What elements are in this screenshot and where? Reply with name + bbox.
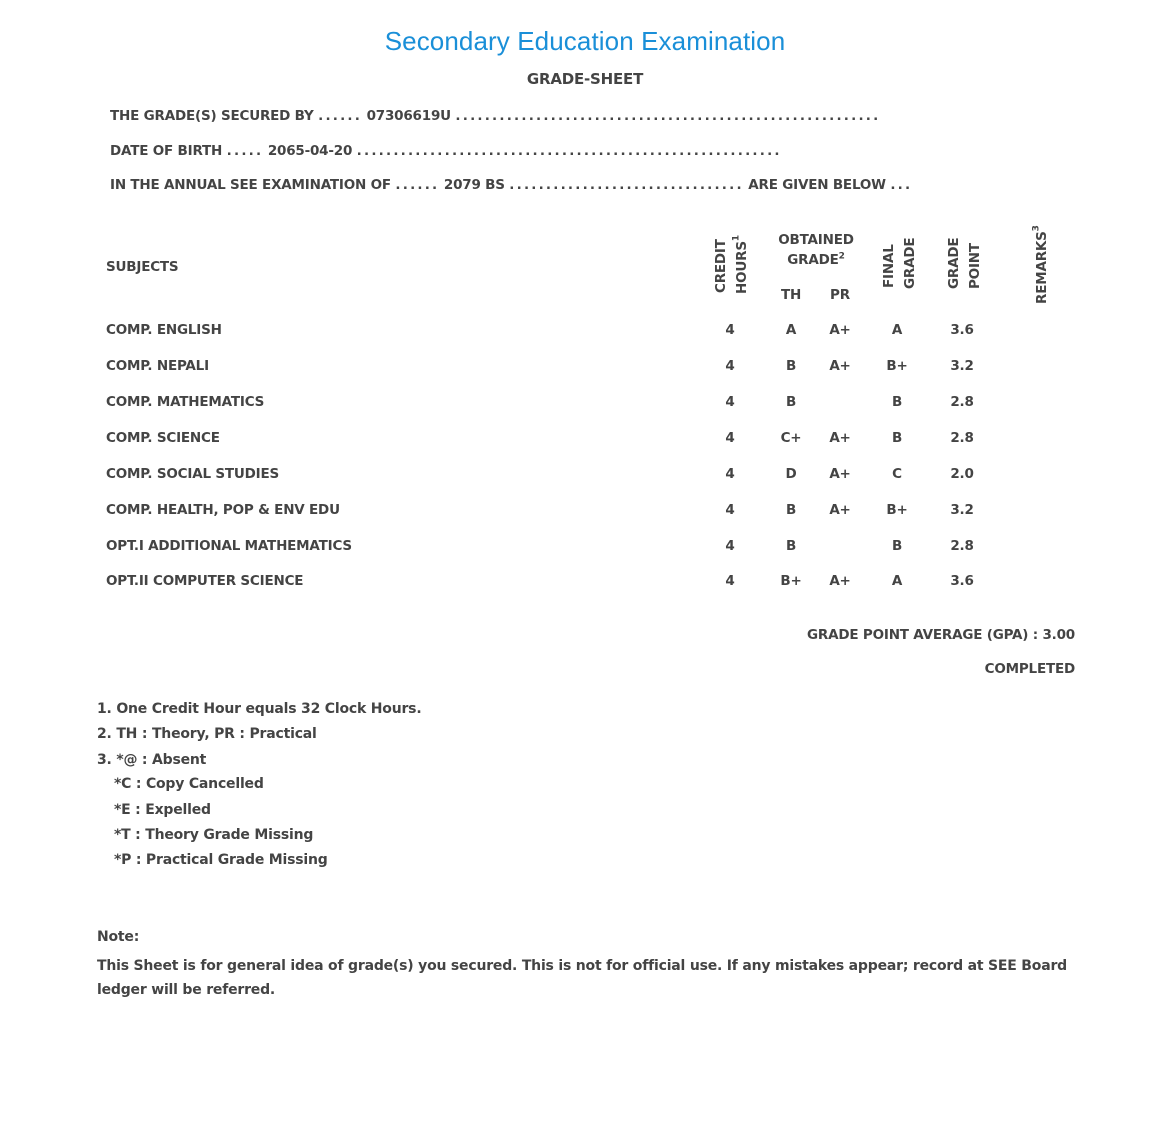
note-label: Note: <box>97 929 140 945</box>
page-title: Secondary Education Examination <box>384 26 786 56</box>
header-obtained-line2: GRADE <box>787 252 839 268</box>
practical-grade: A+ <box>829 466 851 482</box>
header-th: TH <box>780 287 802 303</box>
subject-name: OPT.I ADDITIONAL MATHEMATICS <box>106 538 352 554</box>
credit-hours: 4 <box>725 502 735 518</box>
table-row <box>0 394 1170 414</box>
header-credit-line1: CREDIT <box>713 239 729 293</box>
table-row <box>0 466 1170 486</box>
table-row <box>0 573 1170 593</box>
dots: ...... <box>318 108 363 124</box>
subject-name: COMP. HEALTH, POP & ENV EDU <box>106 502 340 518</box>
dots: ................................ <box>509 177 744 193</box>
credit-hours: 4 <box>725 466 735 482</box>
table-row <box>0 538 1170 558</box>
credit-hours: 4 <box>725 538 735 554</box>
credit-hours: 4 <box>725 573 735 589</box>
table-row <box>0 358 1170 378</box>
credit-hours: 4 <box>725 358 735 374</box>
practical-grade: A+ <box>829 573 851 589</box>
header-gp-line1: GRADE <box>946 237 962 289</box>
grade-point: 2.8 <box>950 538 974 554</box>
grade-point: 3.2 <box>950 358 974 374</box>
header-final-line1: FINAL <box>881 244 897 288</box>
header-obtained-grade <box>770 230 862 270</box>
final-grade: B+ <box>886 358 908 374</box>
dots: .......................................................... <box>356 143 782 159</box>
practical-grade: A+ <box>829 358 851 374</box>
header-grade-point <box>944 237 986 289</box>
theory-grade: C+ <box>780 430 802 446</box>
header-credit-hours <box>711 235 753 294</box>
subject-name: OPT.II COMPUTER SCIENCE <box>106 573 304 589</box>
theory-grade: B <box>785 394 797 410</box>
symbol-number: 07306619U <box>366 108 451 124</box>
theory-grade: B <box>785 538 797 554</box>
dots: ..... <box>226 143 264 159</box>
header-credit-line2: HOURS <box>734 241 750 294</box>
header-gp-line2: POINT <box>967 243 983 289</box>
footnote-item: 2. TH : Theory, PR : Practical <box>97 726 317 742</box>
grade-point: 3.6 <box>950 573 974 589</box>
practical-grade: A+ <box>829 430 851 446</box>
grade-point: 2.8 <box>950 430 974 446</box>
final-grade: A <box>891 322 903 338</box>
result-status: COMPLETED <box>984 661 1075 677</box>
grade-point: 3.6 <box>950 322 974 338</box>
subject-name: COMP. MATHEMATICS <box>106 394 265 410</box>
final-grade: A <box>891 573 903 589</box>
dob-line <box>110 143 782 159</box>
header-pr: PR <box>830 287 850 303</box>
footnote-item: *T : Theory Grade Missing <box>114 827 314 843</box>
credit-hours: 4 <box>725 322 735 338</box>
final-grade: B <box>891 538 903 554</box>
table-row <box>0 430 1170 450</box>
footnote-ref: 3 <box>1031 225 1042 232</box>
dots: ...... <box>395 177 440 193</box>
grade-point: 2.8 <box>950 394 974 410</box>
footnote-item: *P : Practical Grade Missing <box>114 852 328 868</box>
grade-sheet-heading: GRADE-SHEET <box>526 70 644 88</box>
credit-hours: 4 <box>725 430 735 446</box>
header-obtained-line1: OBTAINED <box>778 232 854 248</box>
subject-name: COMP. ENGLISH <box>106 322 222 338</box>
footnote-item: *E : Expelled <box>114 802 211 818</box>
header-remarks <box>1031 225 1053 304</box>
subject-name: COMP. SCIENCE <box>106 430 220 446</box>
grade-point: 3.2 <box>950 502 974 518</box>
footnote-ref: 2 <box>838 251 845 262</box>
dots: ... <box>890 177 913 193</box>
credit-hours: 4 <box>725 394 735 410</box>
note-body: This Sheet is for general idea of grade(s) you secured. This is not for official use. If any mistakes appear; record at SEE Board ledger will be referred. <box>97 958 1067 998</box>
table-row <box>0 502 1170 522</box>
final-grade: B <box>891 394 903 410</box>
final-grade: C <box>892 466 902 482</box>
header-final-line2: GRADE <box>902 237 918 289</box>
footnote-item: 1. One Credit Hour equals 32 Clock Hours. <box>97 701 422 717</box>
table-row <box>0 322 1170 342</box>
footnote-item: 3. *@ : Absent <box>97 752 207 768</box>
dots: .......................................................... <box>455 108 881 124</box>
final-grade: B <box>891 430 903 446</box>
header-remarks-label: REMARKS <box>1034 231 1050 304</box>
gpa-value: 3.00 <box>1042 627 1075 643</box>
header-subjects: SUBJECTS <box>106 259 179 275</box>
exam-label: IN THE ANNUAL SEE EXAMINATION OF <box>110 177 391 193</box>
secured-by-label: THE GRADE(S) SECURED BY <box>110 108 314 124</box>
subject-name: COMP. SOCIAL STUDIES <box>106 466 280 482</box>
practical-grade: A+ <box>829 502 851 518</box>
header-final-grade <box>879 237 921 289</box>
dob-label: DATE OF BIRTH <box>110 143 223 159</box>
final-grade: B+ <box>886 502 908 518</box>
theory-grade: B <box>785 358 797 374</box>
footnote-item: *C : Copy Cancelled <box>114 776 264 792</box>
theory-grade: A <box>785 322 797 338</box>
theory-grade: D <box>785 466 797 482</box>
practical-grade: A+ <box>829 322 851 338</box>
dob-value: 2065-04-20 <box>267 143 353 159</box>
exam-line <box>110 177 912 193</box>
footnote-ref: 1 <box>731 235 742 242</box>
subject-name: COMP. NEPALI <box>106 358 209 374</box>
gpa-line <box>807 627 1075 643</box>
theory-grade: B+ <box>780 573 802 589</box>
exam-suffix: ARE GIVEN BELOW <box>748 177 886 193</box>
exam-year: 2079 BS <box>443 177 505 193</box>
theory-grade: B <box>785 502 797 518</box>
secured-by-line <box>110 108 880 124</box>
gpa-label: GRADE POINT AVERAGE (GPA) : <box>807 627 1038 643</box>
grade-point: 2.0 <box>950 466 974 482</box>
